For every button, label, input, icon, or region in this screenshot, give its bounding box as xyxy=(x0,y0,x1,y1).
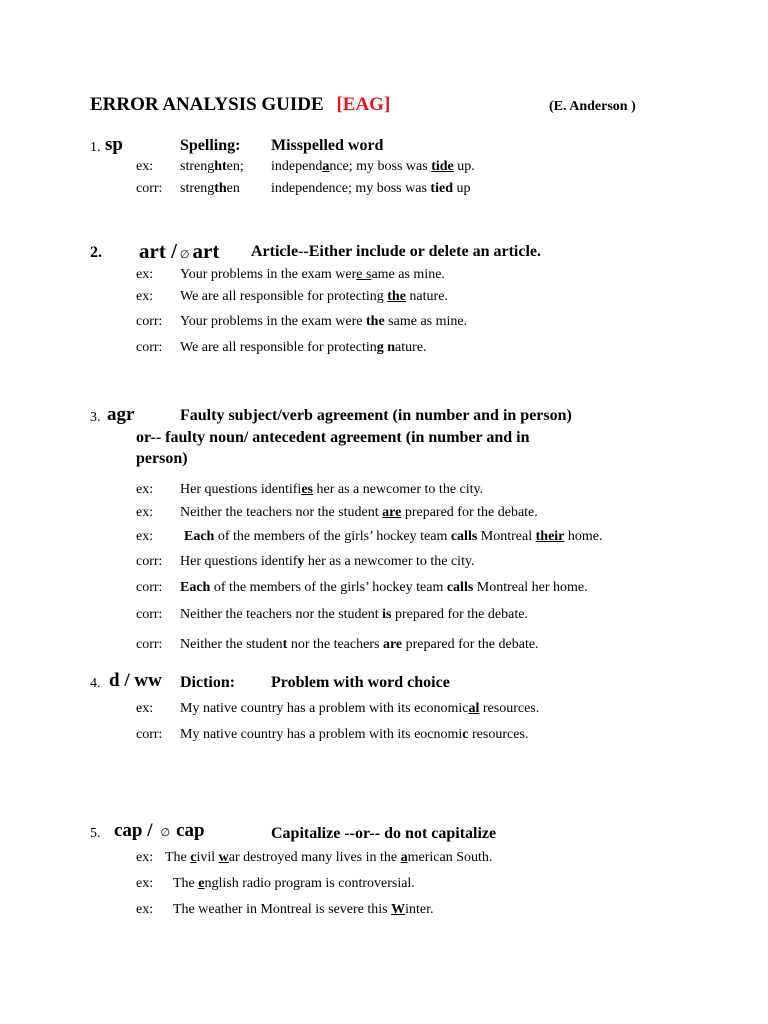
section-5-number: 5. xyxy=(90,826,101,841)
section-5-description: Capitalize --or-- do not capitalize xyxy=(271,825,497,842)
section-3-ex2: Neither the teachers nor the student are prepared for the debate. xyxy=(180,505,538,520)
section-3-corr3: Neither the teachers nor the student is prepared for the debate. xyxy=(180,607,528,622)
section-1-ex-word: strenghten; xyxy=(180,159,244,174)
section-2-code: art / ∅ art xyxy=(139,239,220,263)
section-4-code: d / ww xyxy=(109,670,162,691)
section-3-corr1: Her questions identify her as a newcomer to the city. xyxy=(180,554,475,569)
document-title xyxy=(90,94,390,116)
section-4-number: 4. xyxy=(90,676,101,691)
null-symbol-icon: ∅ xyxy=(160,827,171,839)
section-3-description-3: person) xyxy=(136,450,188,467)
section-1-description: Misspelled word xyxy=(271,137,384,154)
section-2-number: 2. xyxy=(90,244,102,261)
title-abbreviation: [EAG] xyxy=(336,94,391,115)
section-2-description: Article--Either include or delete an article. xyxy=(251,243,541,260)
section-4-description: Problem with word choice xyxy=(271,674,450,691)
section-5-ex3-label: ex: xyxy=(136,902,154,917)
section-1-code: sp xyxy=(105,134,123,155)
section-5-code: cap / ∅ cap xyxy=(114,820,205,841)
section-2-corr1-label: corr: xyxy=(136,314,163,329)
section-3-ex1-label: ex: xyxy=(136,482,154,497)
section-2-ex1-label: ex: xyxy=(136,267,154,282)
section-3-code: agr xyxy=(107,404,135,425)
section-1-category: Spelling: xyxy=(180,137,241,154)
title-text: ERROR ANALYSIS GUIDE xyxy=(90,94,324,115)
section-3-number: 3. xyxy=(90,410,101,425)
section-4-ex1: My native country has a problem with its economical resources. xyxy=(180,701,540,716)
section-3-corr2: Each of the members of the girls’ hockey team calls Montreal her home. xyxy=(180,580,588,595)
section-5-ex2: The english radio program is controversial. xyxy=(173,876,415,891)
author: (E. Anderson ) xyxy=(549,99,636,114)
section-3-corr1-label: corr: xyxy=(136,554,163,569)
section-3-ex3-label: ex: xyxy=(136,529,154,544)
section-5-ex1: The civil war destroyed many lives in the american South. xyxy=(165,850,493,865)
null-symbol-icon: ∅ xyxy=(179,249,190,261)
section-1-ex-label: ex: xyxy=(136,159,154,174)
section-3-corr3-label: corr: xyxy=(136,607,163,622)
section-5-ex2-label: ex: xyxy=(136,876,154,891)
section-3-corr2-label: corr: xyxy=(136,580,163,595)
section-2-corr2-label: corr: xyxy=(136,340,163,355)
section-4-corr1-label: corr: xyxy=(136,727,163,742)
section-3-ex1: Her questions identifies her as a newcomer to the city. xyxy=(180,482,484,497)
section-5-ex3: The weather in Montreal is severe this Winter. xyxy=(173,902,434,917)
section-4-category: Diction: xyxy=(180,674,236,691)
section-1-ex-sentence: independance; my boss was tide up. xyxy=(271,159,475,174)
section-3-description-1: Faulty subject/verb agreement (in number and in person) xyxy=(180,407,572,424)
section-2-ex1: Your problems in the exam were same as mine. xyxy=(180,267,445,282)
section-3-ex3: Each of the members of the girls’ hockey team calls Montreal their home. xyxy=(184,529,603,544)
section-5-ex1-label: ex: xyxy=(136,850,154,865)
section-1-corr-label: corr: xyxy=(136,181,163,196)
section-2-ex2: We are all responsible for protecting the nature. xyxy=(180,289,448,304)
section-2-ex2-label: ex: xyxy=(136,289,154,304)
section-4-corr1: My native country has a problem with its eocnomic resources. xyxy=(180,727,529,742)
section-3-corr4: Neither the student nor the teachers are prepared for the debate. xyxy=(180,637,539,652)
section-3-ex2-label: ex: xyxy=(136,505,154,520)
section-1-corr-word: strengthen xyxy=(180,181,240,196)
section-1-number: 1. xyxy=(90,140,101,155)
section-1-corr-sentence: independence; my boss was tied up xyxy=(271,181,471,196)
section-2-corr2: We are all responsible for protecting nature. xyxy=(180,340,427,355)
section-3-description-2: or-- faulty noun/ antecedent agreement (in number and in xyxy=(136,429,530,446)
section-4-ex1-label: ex: xyxy=(136,701,154,716)
section-3-corr4-label: corr: xyxy=(136,637,163,652)
section-2-corr1: Your problems in the exam were the same as mine. xyxy=(180,314,468,329)
